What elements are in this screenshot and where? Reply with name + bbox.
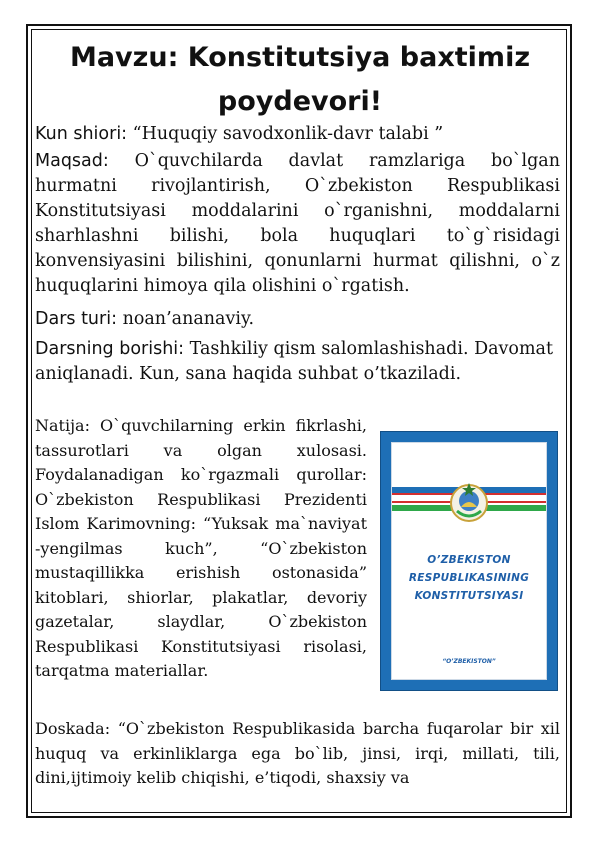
lesson-type-line [35, 307, 560, 332]
lesson-flow-label: Darsning borishi: [35, 339, 185, 359]
lesson-type-text: noan’ananaviy. [122, 309, 255, 329]
goal-text: O`quvchilarda davlat ramzlariga bo`lgan hurmatni rivojlantirish, O`zbekiston Respublikasi Konstitutsiyasi moddalarini o`rganishni, moddalarni sharhlashni bilishi, bola huquqlari to`g`risidagi konvensiyasini bilishini, qonunlarni hurmat qilishni, o`z huquqlarini himoya qila olishini o`rgatish. [35, 151, 560, 296]
goal-paragraph [35, 149, 560, 299]
result-paragraph: Natija: O`quvchilarning erkin fikrlashi, tassurotlari va olgan xulosasi. Foydalanadigan ko`rgazmali qurollar: O`zbekiston Respublikasi Prezidenti Islom Karimovning: “Yuksak ma`naviyat -yengilmas kuch”, “O`zbekiston mustaqillikka erishish ostonasida” kitoblari, shiorlar, plakatlar, devoriy gazetalar, slaydlar, O`zbekiston Respublikasi Konstitutsiyasi risolasi, tarqatma materiallar. [35, 416, 367, 680]
cover-title-line: O’ZBEKISTON [427, 554, 511, 566]
goal-label: Maqsad: [35, 151, 109, 171]
cover-title [392, 551, 546, 605]
state-emblem-icon [449, 481, 489, 525]
constitution-book-cover [380, 431, 558, 691]
lesson-flow-paragraph [35, 337, 560, 387]
cover-title-line: KONSTITUTSIYASI [414, 590, 524, 602]
board-paragraph: Doskada: “O`zbekiston Respublikasida barcha fuqarolar bir xil huquq va erkinliklarga ega bo`lib, jinsi, irqi, millati, tili, dini,ijtimoiy kelib chiqishi, e’tiqodi, shaxsiy va [35, 719, 560, 787]
cover-panel [391, 442, 547, 680]
lesson-type-label: Dars turi: [35, 309, 117, 329]
page-title: Mavzu: Konstitutsiya baxtimiz poydevori! [69, 42, 531, 117]
motto-label: Kun shiori: [35, 124, 128, 144]
motto-line [35, 122, 560, 147]
cover-publisher: “O’ZBEKISTON” [442, 658, 496, 665]
motto-text: “Huquqiy savodxonlik-davr talabi ” [132, 124, 444, 144]
lesson-flow-text: Tashkiliy qism salomlashishadi. Davomat aniqlanadi. Kun, sana haqida suhbat o’tkaziladi. [35, 339, 554, 384]
cover-title-line: RESPUBLIKASINING [408, 572, 530, 584]
